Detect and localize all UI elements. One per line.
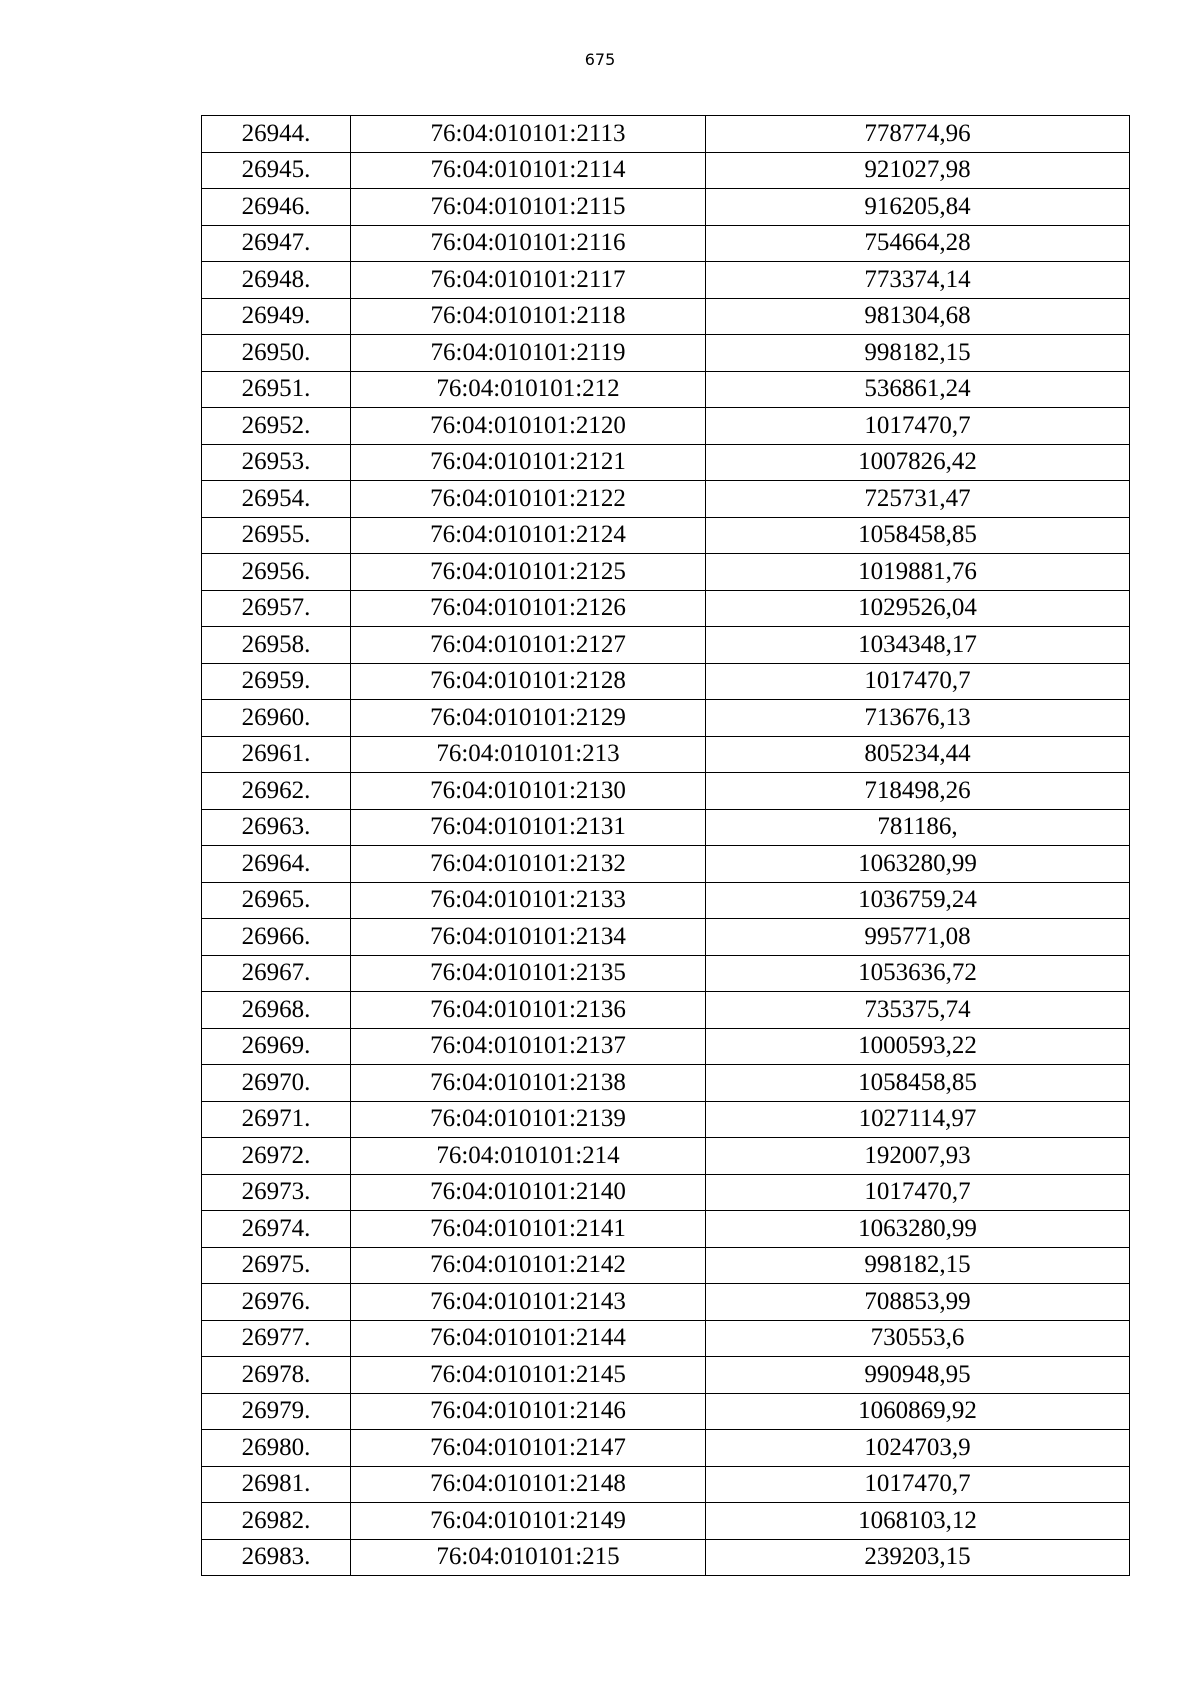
- cadastral-number-cell: 76:04:010101:2120: [351, 408, 706, 445]
- row-number-cell: 26970.: [202, 1065, 351, 1102]
- table-row: [202, 992, 1130, 1029]
- table-row: [202, 262, 1130, 299]
- cadastral-value-cell: 718498,26: [706, 773, 1130, 810]
- table-row: [202, 444, 1130, 481]
- cadastral-value-cell: 995771,08: [706, 919, 1130, 956]
- row-number-cell: 26977.: [202, 1320, 351, 1357]
- cadastral-number-cell: 76:04:010101:2118: [351, 298, 706, 335]
- row-number-cell: 26950.: [202, 335, 351, 372]
- table-row: [202, 116, 1130, 153]
- row-number-cell: 26952.: [202, 408, 351, 445]
- table-row: [202, 225, 1130, 262]
- cadastral-number-cell: 76:04:010101:214: [351, 1138, 706, 1175]
- table-row: [202, 1320, 1130, 1357]
- cadastral-value-cell: 1063280,99: [706, 1211, 1130, 1248]
- cadastral-number-cell: 76:04:010101:2135: [351, 955, 706, 992]
- table-row: [202, 1211, 1130, 1248]
- cadastral-value-cell: 1000593,22: [706, 1028, 1130, 1065]
- cadastral-value-cell: 1063280,99: [706, 846, 1130, 883]
- row-number-cell: 26957.: [202, 590, 351, 627]
- table-row: [202, 700, 1130, 737]
- cadastral-value-cell: 990948,95: [706, 1357, 1130, 1394]
- table-row: [202, 335, 1130, 372]
- cadastral-value-cell: 1058458,85: [706, 517, 1130, 554]
- cadastral-value-cell: 1027114,97: [706, 1101, 1130, 1138]
- row-number-cell: 26954.: [202, 481, 351, 518]
- row-number-cell: 26961.: [202, 736, 351, 773]
- cadastral-number-cell: 76:04:010101:2137: [351, 1028, 706, 1065]
- cadastral-value-cell: 735375,74: [706, 992, 1130, 1029]
- row-number-cell: 26973.: [202, 1174, 351, 1211]
- table-row: [202, 955, 1130, 992]
- cadastral-value-cell: 1029526,04: [706, 590, 1130, 627]
- cadastral-value-cell: 708853,99: [706, 1284, 1130, 1321]
- cadastral-number-cell: 76:04:010101:2139: [351, 1101, 706, 1138]
- cadastral-value-cell: 998182,15: [706, 1247, 1130, 1284]
- cadastral-value-cell: 981304,68: [706, 298, 1130, 335]
- cadastral-number-cell: 76:04:010101:2134: [351, 919, 706, 956]
- row-number-cell: 26978.: [202, 1357, 351, 1394]
- table-row: [202, 1284, 1130, 1321]
- table-row: [202, 1028, 1130, 1065]
- cadastral-number-cell: 76:04:010101:2145: [351, 1357, 706, 1394]
- cadastral-number-cell: 76:04:010101:2144: [351, 1320, 706, 1357]
- cadastral-value-cell: 1053636,72: [706, 955, 1130, 992]
- cadastral-number-cell: 76:04:010101:2125: [351, 554, 706, 591]
- row-number-cell: 26975.: [202, 1247, 351, 1284]
- row-number-cell: 26945.: [202, 152, 351, 189]
- cadastral-number-cell: 76:04:010101:2146: [351, 1393, 706, 1430]
- cadastral-value-cell: 921027,98: [706, 152, 1130, 189]
- row-number-cell: 26972.: [202, 1138, 351, 1175]
- cadastral-value-cell: 778774,96: [706, 116, 1130, 153]
- table-row: [202, 627, 1130, 664]
- row-number-cell: 26983.: [202, 1539, 351, 1576]
- cadastral-number-cell: 76:04:010101:2114: [351, 152, 706, 189]
- cadastral-value-cell: 725731,47: [706, 481, 1130, 518]
- row-number-cell: 26980.: [202, 1430, 351, 1467]
- row-number-cell: 26944.: [202, 116, 351, 153]
- cadastral-value-cell: 773374,14: [706, 262, 1130, 299]
- cadastral-number-cell: 76:04:010101:2113: [351, 116, 706, 153]
- cadastral-number-cell: 76:04:010101:2143: [351, 1284, 706, 1321]
- row-number-cell: 26947.: [202, 225, 351, 262]
- row-number-cell: 26969.: [202, 1028, 351, 1065]
- table-row: [202, 1247, 1130, 1284]
- table-row: [202, 298, 1130, 335]
- cadastral-number-cell: 76:04:010101:2131: [351, 809, 706, 846]
- cadastral-number-cell: 76:04:010101:2116: [351, 225, 706, 262]
- cadastral-value-cell: 730553,6: [706, 1320, 1130, 1357]
- cadastral-value-cell: 781186,: [706, 809, 1130, 846]
- table-row: [202, 1539, 1130, 1576]
- row-number-cell: 26971.: [202, 1101, 351, 1138]
- cadastral-value-cell: 1007826,42: [706, 444, 1130, 481]
- cadastral-number-cell: 76:04:010101:2133: [351, 882, 706, 919]
- table-row: [202, 919, 1130, 956]
- row-number-cell: 26964.: [202, 846, 351, 883]
- cadastral-number-cell: 76:04:010101:2121: [351, 444, 706, 481]
- cadastral-number-cell: 76:04:010101:2129: [351, 700, 706, 737]
- cadastral-number-cell: 76:04:010101:2136: [351, 992, 706, 1029]
- cadastral-value-cell: 1060869,92: [706, 1393, 1130, 1430]
- cadastral-value-cell: 1017470,7: [706, 408, 1130, 445]
- cadastral-number-cell: 76:04:010101:2130: [351, 773, 706, 810]
- row-number-cell: 26967.: [202, 955, 351, 992]
- table-row: [202, 1138, 1130, 1175]
- cadastral-number-cell: 76:04:010101:2127: [351, 627, 706, 664]
- row-number-cell: 26981.: [202, 1466, 351, 1503]
- row-number-cell: 26949.: [202, 298, 351, 335]
- row-number-cell: 26976.: [202, 1284, 351, 1321]
- table-row: [202, 481, 1130, 518]
- table-row: [202, 189, 1130, 226]
- row-number-cell: 26968.: [202, 992, 351, 1029]
- row-number-cell: 26959.: [202, 663, 351, 700]
- cadastral-value-cell: 754664,28: [706, 225, 1130, 262]
- cadastral-number-cell: 76:04:010101:2141: [351, 1211, 706, 1248]
- table-row: [202, 1466, 1130, 1503]
- cadastral-number-cell: 76:04:010101:2132: [351, 846, 706, 883]
- row-number-cell: 26956.: [202, 554, 351, 591]
- cadastral-number-cell: 76:04:010101:2115: [351, 189, 706, 226]
- cadastral-value-cell: 805234,44: [706, 736, 1130, 773]
- cadastral-value-cell: 1034348,17: [706, 627, 1130, 664]
- row-number-cell: 26960.: [202, 700, 351, 737]
- cadastral-number-cell: 76:04:010101:2117: [351, 262, 706, 299]
- table-body: [202, 116, 1130, 1576]
- row-number-cell: 26948.: [202, 262, 351, 299]
- row-number-cell: 26951.: [202, 371, 351, 408]
- cadastral-number-cell: 76:04:010101:2147: [351, 1430, 706, 1467]
- table-row: [202, 1393, 1130, 1430]
- table-row: [202, 371, 1130, 408]
- cadastral-number-cell: 76:04:010101:2140: [351, 1174, 706, 1211]
- table-row: [202, 1101, 1130, 1138]
- row-number-cell: 26966.: [202, 919, 351, 956]
- cadastral-value-cell: 536861,24: [706, 371, 1130, 408]
- table-row: [202, 1065, 1130, 1102]
- cadastral-value-cell: 916205,84: [706, 189, 1130, 226]
- cadastral-value-cell: 1058458,85: [706, 1065, 1130, 1102]
- table-row: [202, 809, 1130, 846]
- cadastral-value-cell: 998182,15: [706, 335, 1130, 372]
- cadastral-number-cell: 76:04:010101:2119: [351, 335, 706, 372]
- cadastral-value-cell: 1068103,12: [706, 1503, 1130, 1540]
- table-row: [202, 554, 1130, 591]
- row-number-cell: 26955.: [202, 517, 351, 554]
- cadastral-number-cell: 76:04:010101:2122: [351, 481, 706, 518]
- cadastral-number-cell: 76:04:010101:2148: [351, 1466, 706, 1503]
- cadastral-value-cell: 1017470,7: [706, 1174, 1130, 1211]
- table-row: [202, 663, 1130, 700]
- table-row: [202, 517, 1130, 554]
- table-row: [202, 736, 1130, 773]
- page-number: 675: [584, 50, 616, 69]
- cadastral-number-cell: 76:04:010101:2138: [351, 1065, 706, 1102]
- table-row: [202, 590, 1130, 627]
- table-row: [202, 882, 1130, 919]
- cadastral-number-cell: 76:04:010101:2126: [351, 590, 706, 627]
- row-number-cell: 26974.: [202, 1211, 351, 1248]
- cadastral-number-cell: 76:04:010101:213: [351, 736, 706, 773]
- table-row: [202, 152, 1130, 189]
- cadastral-value-cell: 1036759,24: [706, 882, 1130, 919]
- cadastral-number-cell: 76:04:010101:2149: [351, 1503, 706, 1540]
- cadastral-value-cell: 1017470,7: [706, 663, 1130, 700]
- cadastral-value-cell: 1019881,76: [706, 554, 1130, 591]
- cadastral-number-cell: 76:04:010101:2142: [351, 1247, 706, 1284]
- table-row: [202, 773, 1130, 810]
- cadastral-value-cell: 1017470,7: [706, 1466, 1130, 1503]
- row-number-cell: 26953.: [202, 444, 351, 481]
- row-number-cell: 26958.: [202, 627, 351, 664]
- table-row: [202, 1174, 1130, 1211]
- table-row: [202, 1503, 1130, 1540]
- row-number-cell: 26946.: [202, 189, 351, 226]
- cadastral-value-table: [201, 115, 1130, 1576]
- table-row: [202, 1430, 1130, 1467]
- cadastral-value-cell: 192007,93: [706, 1138, 1130, 1175]
- row-number-cell: 26979.: [202, 1393, 351, 1430]
- cadastral-value-cell: 239203,15: [706, 1539, 1130, 1576]
- row-number-cell: 26963.: [202, 809, 351, 846]
- cadastral-number-cell: 76:04:010101:2124: [351, 517, 706, 554]
- row-number-cell: 26982.: [202, 1503, 351, 1540]
- row-number-cell: 26965.: [202, 882, 351, 919]
- table-row: [202, 846, 1130, 883]
- row-number-cell: 26962.: [202, 773, 351, 810]
- cadastral-number-cell: 76:04:010101:212: [351, 371, 706, 408]
- cadastral-number-cell: 76:04:010101:2128: [351, 663, 706, 700]
- table-row: [202, 408, 1130, 445]
- cadastral-value-cell: 1024703,9: [706, 1430, 1130, 1467]
- table-row: [202, 1357, 1130, 1394]
- cadastral-value-cell: 713676,13: [706, 700, 1130, 737]
- cadastral-number-cell: 76:04:010101:215: [351, 1539, 706, 1576]
